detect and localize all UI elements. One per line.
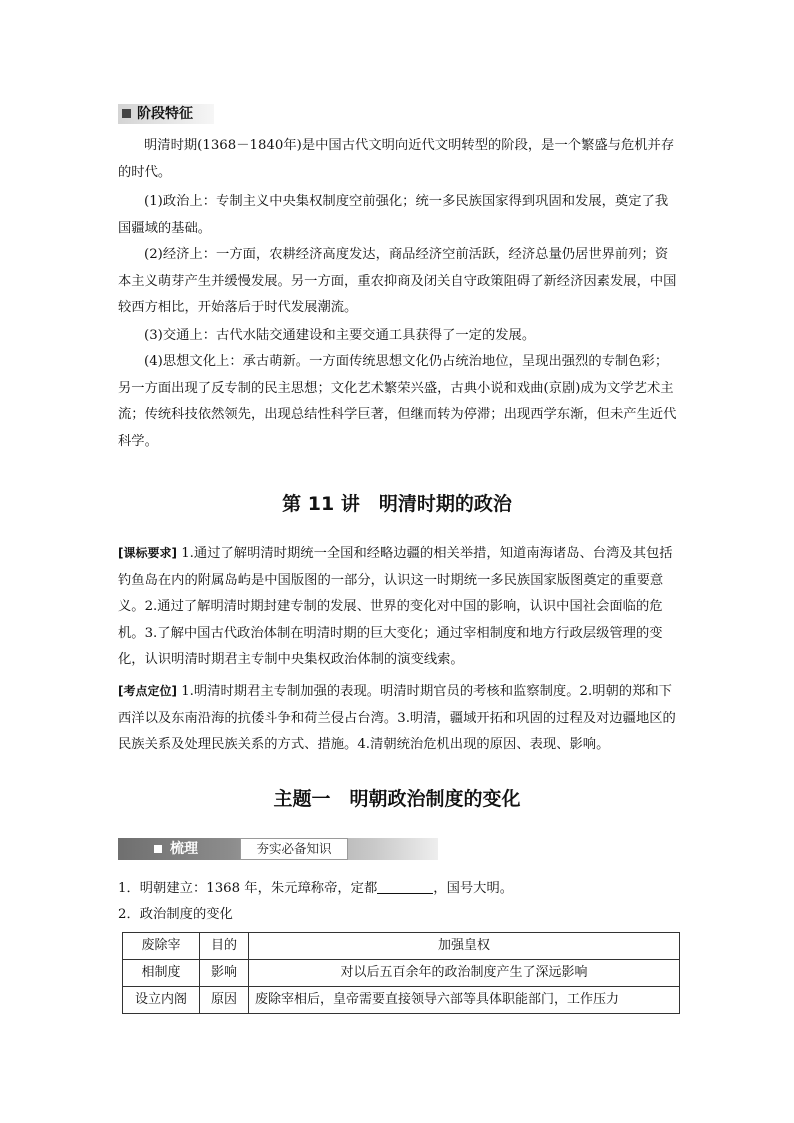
lecture-title: 第 11 讲 明清时期的政治 bbox=[282, 493, 512, 515]
list-item bbox=[118, 904, 233, 926]
topic-title: 主题一 明朝政治制度的变化 bbox=[273, 788, 521, 810]
stage-point-economy-text: (2)经济上：一方面，农耕经济高度发达，商品经济空前活跃，经济总量仍居世界前列；资本主义萌芽产生并缓慢发展。另一方面，重农抑商及闭关自守政策阻碍了新经济因素发展，中国较西方相比，开始落后于时代发展潮流。 bbox=[118, 247, 677, 315]
table-row bbox=[123, 960, 680, 987]
table-cell: 废除宰 bbox=[123, 933, 200, 960]
stage-point-transport bbox=[118, 323, 678, 350]
stage-features-heading bbox=[118, 104, 214, 124]
table-cell: 加强皇权 bbox=[249, 933, 680, 960]
table-cell: 影响 bbox=[200, 960, 249, 987]
political-system-table bbox=[122, 932, 680, 1014]
stage-point-culture bbox=[118, 349, 678, 455]
stage-point-politics bbox=[118, 189, 678, 242]
review-label: 梳理 bbox=[170, 841, 198, 857]
curriculum-tag: [课标要求] bbox=[118, 546, 177, 560]
item2-text: 2．政治制度的变化 bbox=[118, 907, 233, 922]
table-row bbox=[123, 933, 680, 960]
item1-text-end: ，国号大明。 bbox=[433, 881, 514, 896]
stage-point-transport-text: (3)交通上：古代水陆交通建设和主要交通工具获得了一定的发展。 bbox=[144, 328, 536, 343]
table-cell: 对以后五百余年的政治制度产生了深远影响 bbox=[249, 960, 680, 987]
stage-point-economy bbox=[118, 242, 678, 322]
curriculum-text: 1.通过了解明清时期统一全国和经略边疆的相关举措，知道南海诸岛、台湾及其包括钓鱼岛在内的附属岛屿是中国版图的一部分，认识这一时期统一多民族国家版图奠定的重要意义。2.通过了解明清时期封建专制的发展、世界的变化对中国的影响，认识中国社会面临的危机。3.了解中国古代政治体制在明清时期的巨大变化；通过宰相制度和地方行政层级管理的变化，认识明清时期君主专制中央集权政治体制的演变线索。 bbox=[118, 546, 673, 667]
stage-intro-text: 明清时期(1368－1840年)是中国古代文明向近代文明转型的阶段，是一个繁盛与危机并存的时代。 bbox=[118, 138, 675, 180]
review-banner bbox=[118, 838, 438, 860]
square-bullet-icon bbox=[154, 845, 162, 853]
table-cell: 目的 bbox=[200, 933, 249, 960]
review-sublabel: 夯实必备知识 bbox=[240, 838, 348, 860]
stage-point-politics-text: (1)政治上：专制主义中央集权制度空前强化；统一多民族国家得到巩固和发展，奠定了我国疆域的基础。 bbox=[118, 194, 669, 236]
list-item bbox=[118, 878, 513, 900]
table-cell: 原因 bbox=[200, 987, 249, 1014]
square-bullet-icon bbox=[122, 109, 131, 118]
table-row bbox=[123, 987, 680, 1014]
curriculum-requirements bbox=[118, 540, 678, 674]
stage-point-culture-text: (4)思想文化上：承古萌新。一方面传统思想文化仍占统治地位，呈现出强烈的专制色彩；另一方面出现了反专制的民主思想；文化艺术繁荣兴盛，古典小说和戏曲(京剧)成为文学艺术主流；传统科技依然领先，出现总结性科学巨著，但继而转为停滞；出现西学东渐，但未产生近代科学。 bbox=[118, 354, 677, 449]
table-cell: 废除宰相后，皇帝需要直接领导六部等具体职能部门，工作压力 bbox=[249, 987, 680, 1014]
exam-points bbox=[118, 678, 678, 759]
exam-text: 1.明清时期君主专制加强的表现。明清时期官员的考核和监察制度。2.明朝的郑和下西洋以及东南沿海的抗倭斗争和荷兰侵占台湾。3.明清，疆域开拓和巩固的过程及对边疆地区的民族关系及处理民族关系的方式、措施。4.清朝统治危机出现的原因、表现、影响。 bbox=[118, 684, 676, 752]
table-cell: 相制度 bbox=[123, 960, 200, 987]
table-cell: 设立内阁 bbox=[123, 987, 200, 1014]
stage-intro bbox=[118, 133, 678, 186]
fill-blank bbox=[377, 879, 433, 894]
stage-features-label: 阶段特征 bbox=[137, 106, 193, 122]
item1-text: 1．明朝建立：1368 年，朱元璋称帝，定都 bbox=[118, 881, 378, 896]
exam-tag: [考点定位] bbox=[118, 684, 177, 698]
